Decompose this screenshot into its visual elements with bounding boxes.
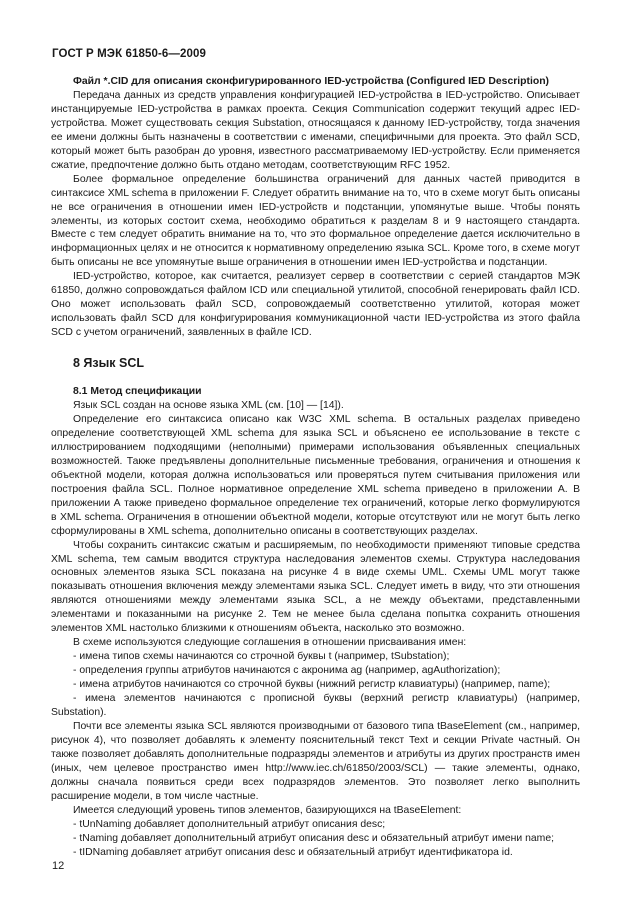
running-header: ГОСТ Р МЭК 61850-6—2009 [52, 48, 206, 60]
paragraph: Почти все элементы языка SCL являются производными от базового типа tBaseElement (см., например, рисунок 4), что позволяет добавлять к элементу пояснительный текст Text и секции Private частный. Он также позволяет добавлять дополнительные подразряды элементов и атрибуты из других пространств имен (иных, чем целевое пространство имен http://www.iec.ch/61850/2003/SCL) — такие элементы, однако, должны сначала появиться среди всех подразрядов элементов. Это позволяет легко выполнить расширение модели, в том числе частные. [51, 720, 580, 802]
paragraph: Более формальное определение большинства ограничений для данных частей приводится в синтаксисе XML schema в приложении F. Следует обратить внимание на то, что в схеме могут быть описаны не все ограничения в отношении имен IED-устройств и подстанции, упомянутые выше. Чтобы понять элементы, из которых состоит схема, необходимо обратиться к разделам 8 и 9 настоящего стандарта. Вместе с тем следует обратить внимание на то, что это формальное определение дается исключительно в информационных целях и не относится к нормативному определению языка SCL. Кроме того, в схеме могут быть описаны не все упомянутые выше ограничения в отношении имен IED-устройства и подстанции. [51, 173, 580, 269]
list-item: - определения группы атрибутов начинаются с акронима ag (например, agAuthorization); [73, 665, 501, 677]
page-body [51, 75, 580, 859]
subsection-heading: 8.1 Метод спецификации [73, 386, 202, 398]
list-item: - tNaming добавляет дополнительный атрибут описания desc и обязательный атрибут имени name; [73, 832, 554, 844]
page-number: 12 [52, 860, 65, 872]
list-item: - tIDNaming добавляет атрибут описания desc и обязательный атрибут идентификатора id. [73, 846, 513, 858]
list-item: - имена типов схемы начинаются со строчной буквы t (например, tSubstation); [73, 651, 450, 663]
paragraph: В схеме используются следующие соглашения в отношении присваивания имен: [73, 637, 467, 649]
paragraph: Имеется следующий уровень типов элементов, базирующихся на tBaseElement: [73, 804, 462, 816]
paragraph: IED-устройство, которое, как считается, реализует сервер в соответствии с серией стандартов МЭК 61850, должно сопровождаться файлом ICD или специальной утилитой, способной генерировать файл ICD. Оно может использовать файл SCD, сопровождаемый соответственно утилитой, которая может использовать файл SCD для конфигурирования коммуникационной части IED-устройства из этого файла SCD с учетом ограничений, заявленных в файле ICD. [51, 271, 580, 339]
paragraph: Определение его синтаксиса описано как W3C XML schema. В остальных разделах приведено определение соответствующей XML schema для языка SCL и объяснено ее использование в тексте с иллюстрированием подходящими (неполными) примерами использования объявленных специальных возможностей. Также предъявлены дополнительные письменные требования, ограничения и отношения к объектной модели, которая должна использоваться или проверяться путем считывания приложения или построения файла SCL. Полное нормативное определение XML schema приведено в приложении А. В приложении А также приведено формальное определение тех ограничений, которые легко формулируются в XML schema. Ограничения в отношении объектной модели, которые отсутствуют или не могут быть легко сформулированы в XML schema, дополнительно описаны в соответствующих разделах. [51, 413, 580, 537]
section-heading: 8 Язык SCL [73, 356, 145, 371]
paragraph: Язык SCL создан на основе языка XML (см. [10] — [14]). [73, 400, 344, 412]
paragraph: Чтобы сохранить синтаксис сжатым и расширяемым, по необходимости применяют типовые средства XML schema, тем самым вводится структура наследования элементов схемы. Структура наследования основных элементов языка SCL показана на рисунке 4 в виде схемы UML. Схемы UML могут также показывать отношения включения между элементами языка SCL. Следует иметь в виду, что эти отношения являются отношениями между элементами языка SCL, а не между объектами, представленными элементами и показанными на рисунке 2. Тем не менее была сделана попытка сохранить отношения элементов XML настолько близкими к отношениям объекта, насколько это возможно. [51, 539, 580, 635]
list-item: - имена элементов начинаются с прописной буквы (верхний регистр клавиатуры) (например, Substation). [51, 693, 580, 718]
paragraph: Передача данных из средств управления конфигурацией IED-устройства в IED-устройство. Описывает инстанцируемые IED-устройства в рамках проекта. Секция Communication содержит текущий адрес IED-устройства. Может существовать секция Substation, относящаяся к данному IED-устройству, тогда значения ее имени должны быть назначены в соответствии с именами, специфичными для проекта. Это файл SCD, который может быть разобран до уровня, известного рассматриваемому IED-устройству. Если применяется сжатие, предпочтение должно быть отдано методам, соответствующим RFC 1952. [51, 89, 580, 171]
list-item: - tUnNaming добавляет дополнительный атрибут описания desc; [73, 818, 386, 830]
list-item: - имена атрибутов начинаются со строчной буквы (нижний регистр клавиатуры) (например, name); [73, 679, 551, 691]
cid-file-heading: Файл *.CID для описания сконфигурированного IED-устройства (Configured IED Description) [73, 76, 549, 87]
